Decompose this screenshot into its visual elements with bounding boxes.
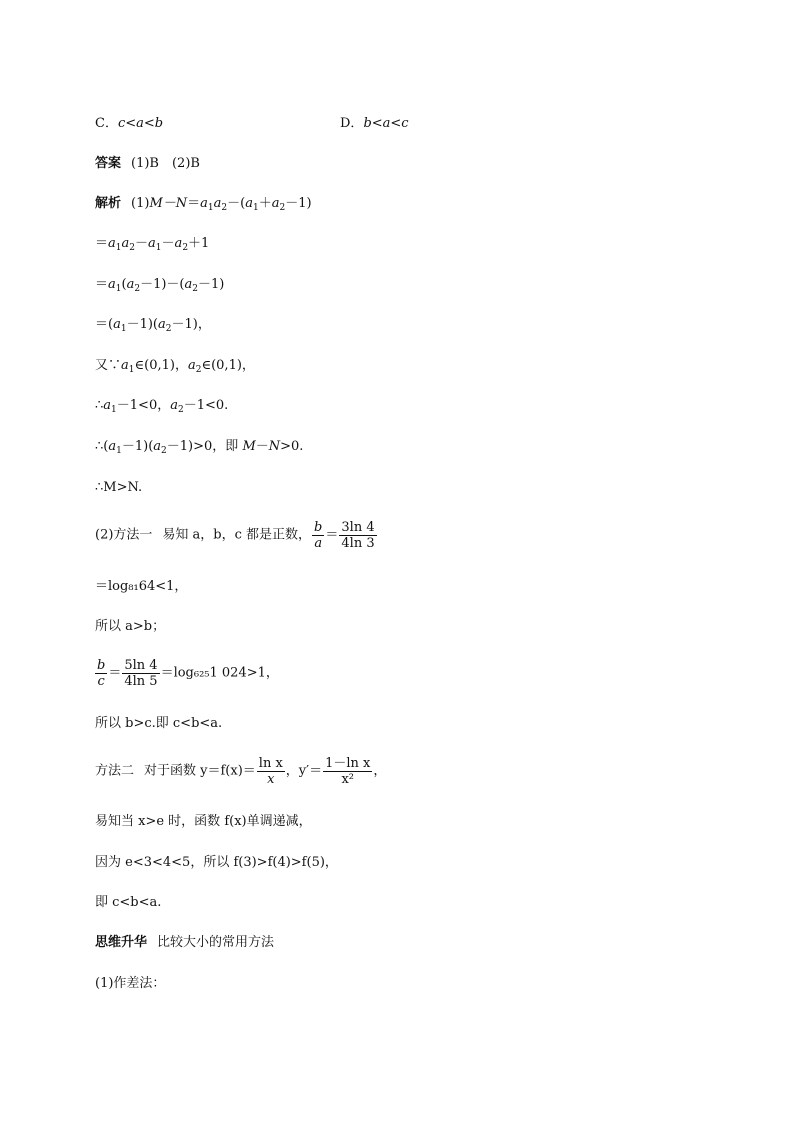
analysis-line-2: $=a_1a_2-a_1-a_2+1$ bbox=[95, 236, 210, 253]
option-c bbox=[95, 116, 163, 132]
method2-frac2-den: x² bbox=[323, 771, 372, 787]
thinking-label: 思维升华 bbox=[95, 935, 148, 950]
analysis-l1-pre: (1) bbox=[131, 196, 150, 211]
method1-frac2 bbox=[339, 520, 376, 551]
analysis-l5-pre: 又∵ bbox=[95, 358, 122, 373]
method2-mid: ，y′＝ bbox=[285, 763, 323, 779]
option-c-text: c<a<b bbox=[117, 116, 164, 131]
analysis-l6-mid: ， bbox=[157, 398, 171, 413]
thinking-item-1 bbox=[95, 976, 165, 992]
analysis-line-7: $\therefore(a_1-1)(a_2-1)>0$，即 M－N>0. bbox=[95, 439, 304, 456]
method2-line bbox=[95, 756, 386, 787]
analysis-line-6: $\therefore a_1-1<0$，$a_2-1<0$. bbox=[95, 398, 229, 415]
option-d bbox=[340, 116, 409, 132]
method2-line-3 bbox=[95, 855, 338, 871]
method1-frac4-num: 5ln 4 bbox=[124, 658, 158, 673]
analysis-l1-expr: $=a_1a_2-(a_1+a_2-1)$ bbox=[187, 196, 312, 213]
method2-line-4 bbox=[95, 895, 161, 911]
method2-frac2-num: 1－ln x bbox=[325, 756, 371, 771]
option-d-label: D． bbox=[340, 116, 364, 131]
method2-line-2 bbox=[95, 814, 312, 830]
method1-so2-text: 所以 b>c.即 c<b<a. bbox=[95, 716, 223, 731]
analysis-line-5: 又$\because a_1\in(0,1)$，$a_2\in(0,1)$， bbox=[95, 358, 255, 375]
method1-bc-line: $\frac{b}{c}$ ＝ $\frac{5\ln 4}{4\ln 5}$ ＝log₆₂₅1 024>1， bbox=[97, 658, 279, 689]
analysis-l2-lead: ＝ bbox=[95, 236, 109, 251]
method1-log-line bbox=[95, 579, 187, 595]
analysis-l8-text: ∴M>N. bbox=[95, 480, 143, 495]
method1-frac3 bbox=[95, 658, 107, 689]
analysis-l1-math: M－N bbox=[149, 196, 188, 211]
method2-line4-text: 即 c<b<a. bbox=[95, 895, 162, 910]
method1-text: 易知 a，b，c 都是正数， bbox=[162, 527, 312, 543]
option-d-text: b<a<c bbox=[363, 116, 409, 131]
method1-label: (2)方法一 bbox=[95, 527, 153, 543]
option-c-label: C． bbox=[95, 116, 118, 131]
method1-frac1-num: b bbox=[314, 520, 323, 535]
method2-line3-text: 因为 e<3<4<5，所以 f(3)>f(4)>f(5)， bbox=[95, 855, 338, 870]
answer-line bbox=[95, 156, 200, 172]
method1-log-text: ＝log₈₁64<1， bbox=[95, 579, 188, 594]
thinking-text: 比较大小的常用方法 bbox=[157, 935, 275, 950]
thinking-item1-text: (1)作差法： bbox=[95, 976, 166, 991]
analysis-line-1 bbox=[95, 196, 312, 212]
analysis-line-3: $=a_1(a_2-1)-(a_2-1)$ bbox=[95, 277, 225, 294]
method1-frac1-den: a bbox=[312, 535, 324, 551]
analysis-l4-lead: ＝ bbox=[95, 317, 109, 332]
analysis-label: 解析 bbox=[95, 196, 122, 211]
method2-line2-text: 易知当 x>e 时，函数 f(x)单调递减， bbox=[95, 814, 312, 829]
analysis-l6-pre: ∴ bbox=[95, 398, 104, 413]
answer-label: 答案 bbox=[95, 156, 122, 171]
method2-frac2 bbox=[323, 756, 372, 787]
analysis-line-8 bbox=[95, 480, 142, 496]
answer-text: (1)B (2)B bbox=[131, 156, 200, 171]
method1-frac4 bbox=[122, 658, 159, 689]
method1-frac2-num: 3ln 4 bbox=[341, 520, 375, 535]
method1-line: (2)方法一 易知 a，b，c 都是正数， $\frac{b}{a}$ ＝ $\frac{3\ln 4}{4\ln 3}$ bbox=[95, 520, 375, 551]
method2-text: 对于函数 y＝f(x)＝ bbox=[144, 763, 256, 779]
method1-frac4-den: 4ln 5 bbox=[124, 674, 158, 689]
method1-frac2-den: 4ln 3 bbox=[341, 536, 375, 551]
method1-log-text-2: ＝log₆₂₅1 024>1， bbox=[160, 665, 279, 681]
analysis-line-4: $=(a_1-1)(a_2-1)$， bbox=[95, 317, 211, 334]
method2-label: 方法二 bbox=[95, 763, 135, 779]
method1-frac3-den: c bbox=[95, 673, 107, 689]
analysis-l7-pre: ∴ bbox=[95, 439, 104, 454]
method1-so1-text: 所以 a>b； bbox=[95, 619, 166, 634]
analysis-l7-mid: ，即 bbox=[212, 439, 243, 454]
thinking-line bbox=[95, 935, 274, 951]
method2-frac1-num: ln x bbox=[258, 756, 283, 771]
method1-so2 bbox=[95, 716, 222, 732]
method1-so1 bbox=[95, 619, 165, 635]
method1-frac3-num: b bbox=[97, 658, 106, 673]
method2-frac1-den: x bbox=[257, 771, 285, 787]
method1-frac1 bbox=[312, 520, 324, 551]
method2-frac1 bbox=[257, 756, 285, 787]
method2-end: ， bbox=[373, 763, 387, 779]
analysis-l3-lead: ＝ bbox=[95, 277, 109, 292]
